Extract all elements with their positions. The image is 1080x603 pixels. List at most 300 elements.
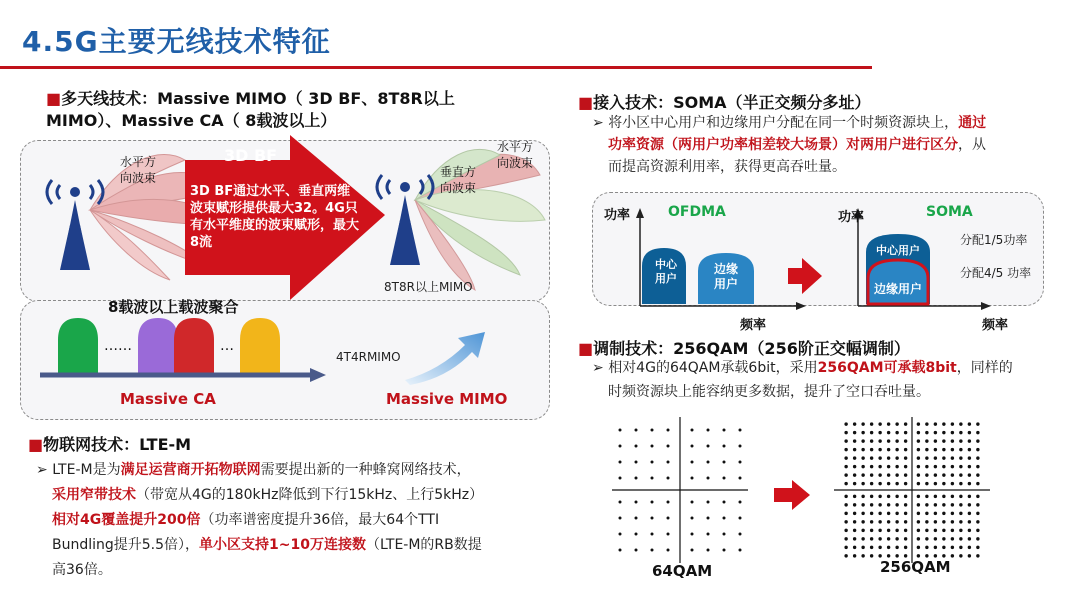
constellation-point: [959, 482, 962, 485]
constellation-point: [635, 549, 638, 552]
constellation-point: [904, 448, 907, 451]
constellation-point: [739, 461, 742, 464]
constellation-point: [651, 477, 654, 480]
constellation-point: [651, 549, 654, 552]
constellation-point: [925, 439, 928, 442]
constellation-point: [844, 529, 847, 532]
constellation-point: [895, 537, 898, 540]
constellation-point: [925, 529, 928, 532]
constellation-point: [861, 448, 864, 451]
constellation-point: [917, 495, 920, 498]
constellation-point: [635, 477, 638, 480]
constellation-point: [878, 495, 881, 498]
constellation-point: [917, 503, 920, 506]
constellation-point: [870, 465, 873, 468]
access-heading: ■接入技术：SOMA（半正交频分多址）: [578, 93, 871, 112]
constellation-point: [853, 503, 856, 506]
constellation-point: [934, 482, 937, 485]
constellation-point: [917, 520, 920, 523]
alloc-one-fifth: 分配1/5功率: [960, 233, 1028, 247]
constellation-point: [853, 439, 856, 442]
constellation-point: [951, 456, 954, 459]
constellation-point: [895, 465, 898, 468]
constellation-point: [951, 537, 954, 540]
constellation-point: [925, 456, 928, 459]
constellation-point: [739, 533, 742, 536]
constellation-point: [619, 477, 622, 480]
constellation-point: [619, 533, 622, 536]
constellation-point: [959, 448, 962, 451]
constellation-point: [870, 439, 873, 442]
iot-heading: ■物联网技术：LTE-M: [28, 435, 192, 454]
constellation-point: [739, 501, 742, 504]
constellation-point: [968, 473, 971, 476]
constellation-point: [976, 520, 979, 523]
constellation-point: [917, 465, 920, 468]
constellation-point: [887, 448, 890, 451]
constellation-point: [934, 495, 937, 498]
constellation-point: [844, 512, 847, 515]
constellation-point: [723, 517, 726, 520]
constellation-point: [870, 456, 873, 459]
t4r-label: 4T4RMIMO: [336, 350, 401, 364]
constellation-point: [917, 456, 920, 459]
constellation-point: [904, 512, 907, 515]
constellation-point: [861, 495, 864, 498]
constellation-point: [870, 448, 873, 451]
constellation-point: [844, 448, 847, 451]
constellation-point: [959, 456, 962, 459]
constellation-point: [895, 473, 898, 476]
constellation-point: [904, 546, 907, 549]
soma-label: SOMA: [926, 204, 973, 220]
massive-mimo-label: Massive MIMO: [386, 390, 508, 408]
constellation-point: [942, 465, 945, 468]
constellation-point: [925, 537, 928, 540]
constellation-point: [968, 503, 971, 506]
constellation-point: [691, 429, 694, 432]
constellation-point: [861, 512, 864, 515]
constellation-point: [870, 431, 873, 434]
constellation-point: [635, 445, 638, 448]
constellation-point: [723, 429, 726, 432]
constellation-point: [651, 501, 654, 504]
constellation-point: [667, 549, 670, 552]
arrow-bullet-icon: ➢: [592, 360, 609, 376]
constellation-point: [925, 520, 928, 523]
carrier-yellow: [240, 318, 280, 374]
constellation-point: [951, 503, 954, 506]
constellation-point: [951, 465, 954, 468]
constellation-point: [925, 503, 928, 506]
constellation-point: [887, 473, 890, 476]
constellation-point: [619, 461, 622, 464]
constellation-point: [635, 429, 638, 432]
constellation-point: [667, 461, 670, 464]
constellation-point: [925, 448, 928, 451]
constellation-point: [619, 445, 622, 448]
constellation-point: [959, 495, 962, 498]
constellation-point: [870, 473, 873, 476]
constellation-point: [968, 495, 971, 498]
constellation-point: [934, 546, 937, 549]
constellation-point: [887, 529, 890, 532]
constellation-point: [959, 520, 962, 523]
constellation-point: [968, 529, 971, 532]
constellation-point: [739, 429, 742, 432]
constellation-point: [904, 473, 907, 476]
constellation-point: [667, 429, 670, 432]
constellation-point: [925, 431, 928, 434]
constellation-point: [959, 422, 962, 425]
constellation-point: [942, 456, 945, 459]
constellation-point: [870, 422, 873, 425]
ofdma-label: OFDMA: [668, 204, 726, 220]
right-h-beam-label: 水平方 向波束: [497, 140, 534, 170]
constellation-point: [844, 554, 847, 557]
constellation-point: [895, 529, 898, 532]
constellation-point: [904, 439, 907, 442]
tower-left-icon: [47, 180, 103, 270]
constellation-point: [844, 431, 847, 434]
constellation-point: [976, 537, 979, 540]
constellation-point: [934, 473, 937, 476]
constellation-point: [861, 520, 864, 523]
constellation-point: [951, 546, 954, 549]
constellation-point: [635, 517, 638, 520]
constellation-point: [853, 537, 856, 540]
constellation-point: [723, 445, 726, 448]
constellation-point: [844, 520, 847, 523]
constellation-point: [887, 482, 890, 485]
ofdma-center-user-label: 中心 用户: [655, 258, 677, 285]
constellation-point: [887, 439, 890, 442]
constellation-point: [878, 473, 881, 476]
constellation-point: [667, 501, 670, 504]
constellation-point: [723, 501, 726, 504]
constellation-point: [925, 495, 928, 498]
constellation-point: [861, 456, 864, 459]
constellation-point: [870, 554, 873, 557]
title-underline: [0, 66, 872, 69]
constellation-point: [844, 473, 847, 476]
page-title: 4.5G主要无线技术特征: [22, 25, 331, 58]
constellation-point: [942, 482, 945, 485]
constellation-point: [968, 456, 971, 459]
constellation-point: [976, 529, 979, 532]
constellation-point: [878, 529, 881, 532]
constellation-point: [844, 495, 847, 498]
constellation-point: [951, 529, 954, 532]
constellation-point: [934, 520, 937, 523]
constellation-point: [691, 461, 694, 464]
constellation-point: [942, 448, 945, 451]
constellation-point: [861, 465, 864, 468]
constellation-point: [925, 473, 928, 476]
constellation-point: [904, 482, 907, 485]
constellation-point: [861, 554, 864, 557]
constellation-point: [976, 512, 979, 515]
constellation-point: [691, 477, 694, 480]
constellation-point: [707, 501, 710, 504]
carrier-green: [58, 318, 98, 374]
constellation-point: [870, 503, 873, 506]
constellation-point: [853, 520, 856, 523]
bullet-square-icon: ■: [578, 93, 594, 112]
constellation-point: [870, 537, 873, 540]
constellation-point: [723, 477, 726, 480]
constellation-point: [917, 512, 920, 515]
constellation-point: [619, 429, 622, 432]
constellation-point: [667, 477, 670, 480]
constellation-point: [968, 465, 971, 468]
bullet-square-icon: ■: [578, 339, 594, 358]
constellation-point: [691, 501, 694, 504]
constellation-point: [917, 448, 920, 451]
constellation-point: [878, 439, 881, 442]
constellation-point: [707, 533, 710, 536]
constellation-point: [917, 422, 920, 425]
soma-edge-user-label: 边缘用户: [873, 282, 922, 296]
constellation-point: [925, 422, 928, 425]
constellation-point: [691, 445, 694, 448]
constellation-point: [959, 439, 962, 442]
constellation-point: [853, 482, 856, 485]
constellation-point: [844, 503, 847, 506]
constellation-point: [934, 448, 937, 451]
constellation-point: [904, 422, 907, 425]
constellation-point: [739, 477, 742, 480]
constellation-point: [968, 537, 971, 540]
constellation-point: [861, 473, 864, 476]
constellation-point: [895, 520, 898, 523]
constellation-point: [691, 517, 694, 520]
constellation-point: [878, 546, 881, 549]
constellation-point: [951, 482, 954, 485]
iot-body: ➢ LTE-M是为满足运营商开拓物联网需要提出新的一种蜂窝网络技术， 采用窄带技术（带宽从4G的180kHz降低到下行15kHz、上行5kHz） 相对4G覆盖提升200倍（功率谱密度提升36倍，最大64个TTI Bundling提升5.5倍），单小区支持1~10万连接数（LTE-M的RB数提 高36倍。: [36, 462, 484, 578]
constellation-point: [895, 495, 898, 498]
constellation-point: [976, 422, 979, 425]
qam-arrow-icon: [772, 480, 812, 510]
constellation-point: [917, 439, 920, 442]
constellation-point: [917, 546, 920, 549]
modulation-heading: ■调制技术：256QAM（256阶正交幅调制）: [578, 339, 910, 358]
constellation-point: [861, 503, 864, 506]
constellation-point: [887, 422, 890, 425]
constellation-point: [707, 445, 710, 448]
constellation-point: [942, 473, 945, 476]
constellation-point: [959, 537, 962, 540]
constellation-point: [635, 461, 638, 464]
constellation-point: [942, 439, 945, 442]
soma-center-user-label: 中心用户: [876, 244, 920, 257]
qam64-constellation: [610, 415, 750, 565]
constellation-point: [976, 546, 979, 549]
constellation-point: [934, 537, 937, 540]
constellation-point: [968, 431, 971, 434]
ofdma-to-soma-arrow-icon: [788, 258, 822, 294]
constellation-point: [878, 431, 881, 434]
constellation-point: [951, 554, 954, 557]
constellation-point: [934, 529, 937, 532]
constellation-point: [895, 503, 898, 506]
constellation-point: [844, 546, 847, 549]
constellation-point: [844, 422, 847, 425]
ofdma-edge-user-label: 边缘 用户: [713, 262, 738, 291]
constellation-point: [878, 537, 881, 540]
constellation-point: [917, 431, 920, 434]
constellation-point: [861, 439, 864, 442]
constellation-point: [887, 512, 890, 515]
constellation-point: [870, 520, 873, 523]
constellation-point: [853, 554, 856, 557]
constellation-point: [925, 512, 928, 515]
constellation-point: [691, 533, 694, 536]
constellation-point: [942, 495, 945, 498]
constellation-point: [878, 520, 881, 523]
constellation-point: [878, 456, 881, 459]
constellation-point: [651, 533, 654, 536]
constellation-point: [887, 465, 890, 468]
constellation-point: [934, 439, 937, 442]
constellation-point: [934, 465, 937, 468]
constellation-point: [870, 482, 873, 485]
constellation-point: [942, 520, 945, 523]
constellation-point: [976, 473, 979, 476]
constellation-point: [925, 465, 928, 468]
constellation-point: [895, 448, 898, 451]
constellation-point: [895, 546, 898, 549]
constellation-point: [976, 495, 979, 498]
bf-arrow-label: 3D BF: [224, 146, 278, 165]
constellation-point: [887, 495, 890, 498]
constellation-point: [853, 546, 856, 549]
bullet-square-icon: ■: [46, 89, 62, 108]
constellation-point: [853, 456, 856, 459]
constellation-point: [895, 482, 898, 485]
constellation-point: [934, 422, 937, 425]
carrier-red: [174, 318, 214, 374]
constellation-point: [942, 537, 945, 540]
constellation-point: [853, 465, 856, 468]
constellation-point: [917, 482, 920, 485]
constellation-point: [968, 520, 971, 523]
constellation-point: [878, 448, 881, 451]
constellation-point: [976, 465, 979, 468]
constellation-point: [870, 529, 873, 532]
constellation-point: [887, 503, 890, 506]
bullet-square-icon: ■: [28, 435, 44, 454]
constellation-point: [853, 422, 856, 425]
constellation-point: [976, 482, 979, 485]
constellation-point: [861, 529, 864, 532]
constellation-point: [895, 456, 898, 459]
massive-ca-label: Massive CA: [120, 390, 216, 408]
constellation-point: [942, 529, 945, 532]
constellation-point: [619, 549, 622, 552]
constellation-point: [887, 537, 890, 540]
evolution-arrow-icon: [400, 330, 490, 385]
constellation-point: [968, 422, 971, 425]
constellation-point: [853, 495, 856, 498]
tower-right-caption: 8T8R以上MIMO: [384, 280, 473, 294]
carrier-purple: [138, 318, 178, 374]
ca-title: 8载波以上载波聚合: [108, 298, 239, 316]
constellation-point: [853, 529, 856, 532]
constellation-point: [934, 431, 937, 434]
constellation-point: [951, 431, 954, 434]
constellation-point: [942, 503, 945, 506]
constellation-point: [925, 546, 928, 549]
constellation-point: [976, 431, 979, 434]
arrow-bullet-icon: ➢: [592, 115, 609, 131]
ca-dots-2: …: [220, 338, 234, 354]
constellation-point: [739, 517, 742, 520]
ofdma-freq-label: 频率: [740, 318, 767, 333]
constellation-point: [951, 448, 954, 451]
left-beam-label: 水平方 向波束: [120, 155, 157, 185]
constellation-point: [844, 456, 847, 459]
soma-freq-label: 频率: [982, 318, 1009, 333]
constellation-point: [959, 546, 962, 549]
constellation-point: [904, 465, 907, 468]
constellation-point: [635, 533, 638, 536]
constellation-point: [904, 495, 907, 498]
constellation-point: [861, 482, 864, 485]
constellation-point: [968, 439, 971, 442]
constellation-point: [904, 529, 907, 532]
constellation-point: [959, 473, 962, 476]
constellation-point: [968, 554, 971, 557]
constellation-point: [651, 461, 654, 464]
constellation-point: [739, 549, 742, 552]
constellation-point: [968, 448, 971, 451]
constellation-point: [723, 533, 726, 536]
qam256-label: 256QAM: [880, 558, 951, 576]
constellation-point: [707, 517, 710, 520]
constellation-point: [942, 512, 945, 515]
constellation-point: [895, 512, 898, 515]
constellation-point: [895, 422, 898, 425]
constellation-point: [976, 439, 979, 442]
constellation-point: [887, 546, 890, 549]
constellation-point: [887, 456, 890, 459]
constellation-point: [904, 503, 907, 506]
constellation-point: [968, 482, 971, 485]
constellation-point: [976, 448, 979, 451]
constellation-point: [878, 512, 881, 515]
constellation-point: [861, 537, 864, 540]
arrow-bullet-icon: ➢: [36, 462, 53, 478]
soma-power-label: 功率: [838, 210, 865, 225]
constellation-point: [861, 431, 864, 434]
constellation-point: [942, 422, 945, 425]
ca-dots-1: ……: [104, 338, 132, 354]
constellation-point: [878, 482, 881, 485]
constellation-point: [619, 517, 622, 520]
constellation-point: [951, 512, 954, 515]
constellation-point: [619, 501, 622, 504]
constellation-point: [844, 482, 847, 485]
constellation-point: [878, 465, 881, 468]
constellation-point: [959, 529, 962, 532]
constellation-point: [976, 554, 979, 557]
modulation-body: ➢ 相对4G的64QAM承载6bit，采用256QAM可承载8bit，同样的 时频资源块上能容纳更多数据，提升了空口吞吐量。: [592, 360, 1013, 400]
constellation-point: [723, 549, 726, 552]
constellation-point: [959, 431, 962, 434]
constellation-point: [959, 554, 962, 557]
constellation-point: [951, 473, 954, 476]
